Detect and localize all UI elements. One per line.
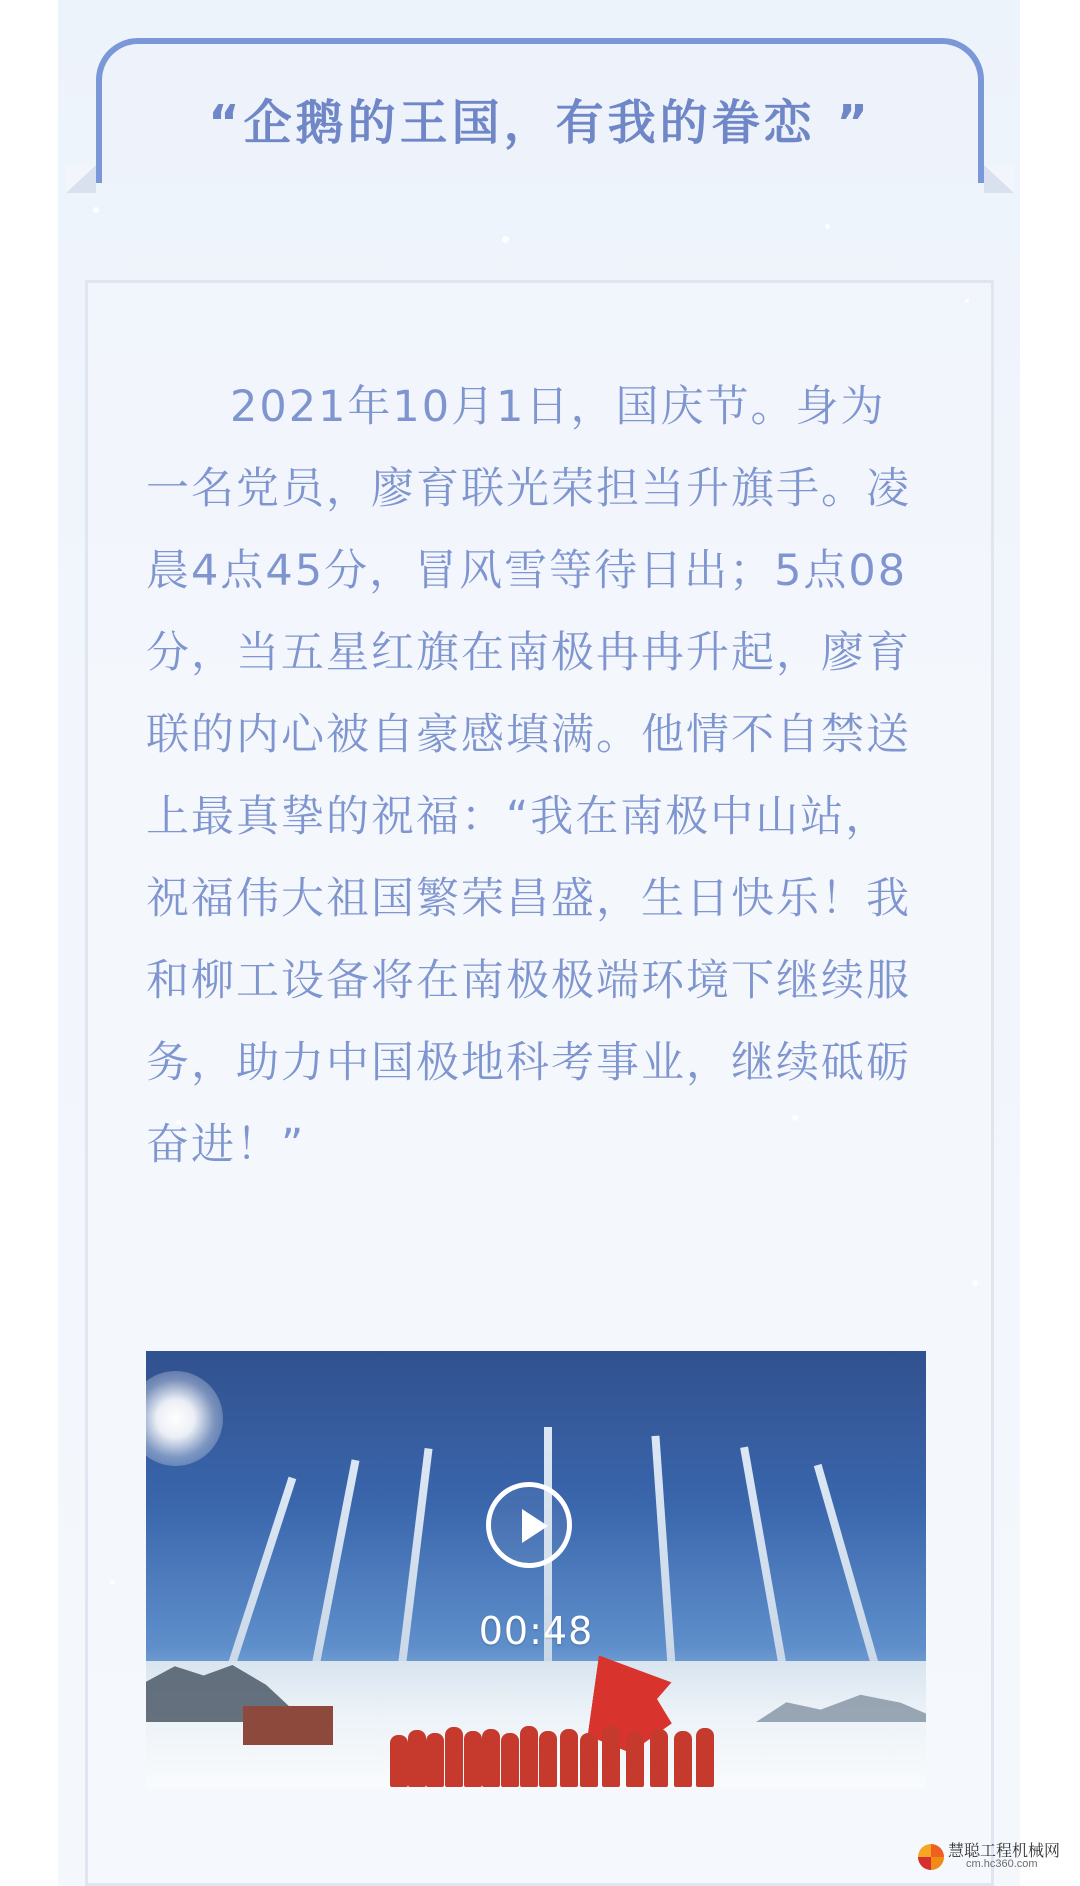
title-fold-left (66, 165, 96, 193)
section-title: “企鹅的王国，有我的眷恋 ” (208, 95, 872, 151)
person (390, 1735, 408, 1787)
person (408, 1730, 426, 1787)
station-building (243, 1706, 333, 1745)
snowflake (502, 236, 509, 243)
video-duration: 00:48 (478, 1609, 594, 1653)
snowflake (93, 207, 99, 213)
person (464, 1731, 482, 1787)
person (602, 1726, 620, 1787)
video-player[interactable] (146, 1351, 926, 1787)
person (501, 1733, 519, 1787)
logo-icon (918, 1844, 944, 1870)
person (560, 1729, 578, 1787)
person (674, 1731, 692, 1787)
snowflake (825, 224, 830, 229)
watermark-subtitle: cm.hc360.com (966, 1858, 1038, 1870)
play-icon (522, 1509, 548, 1543)
title-fold-right (984, 165, 1014, 193)
person (445, 1727, 463, 1787)
crowd (390, 1715, 720, 1787)
person (539, 1731, 557, 1787)
person (520, 1726, 538, 1787)
watermark-title: 慧聪工程机械网 (948, 1843, 1061, 1860)
person (650, 1729, 668, 1787)
watermark (918, 1838, 1060, 1878)
person (696, 1728, 714, 1787)
person (482, 1729, 500, 1787)
sun-glare (146, 1371, 223, 1466)
person (580, 1733, 598, 1787)
article-paragraph: 2021年10月1日，国庆节。身为一名党员，廖育联光荣担当升旗手。凌晨4点45分，冒风雪等待日出；5点08分，当五星红旗在南极冉冉升起，廖育联的内心被自豪感填满。他情不自禁送上最真挚的祝福：“我在南极中山站，祝福伟大祖国繁荣昌盛，生日快乐！我和柳工设备将在南极极端环境下继续服务，助力中国极地科考事业，继续砥砺奋进！” (146, 382, 911, 1170)
person (426, 1733, 444, 1787)
play-button[interactable] (486, 1482, 572, 1568)
person (626, 1732, 644, 1787)
